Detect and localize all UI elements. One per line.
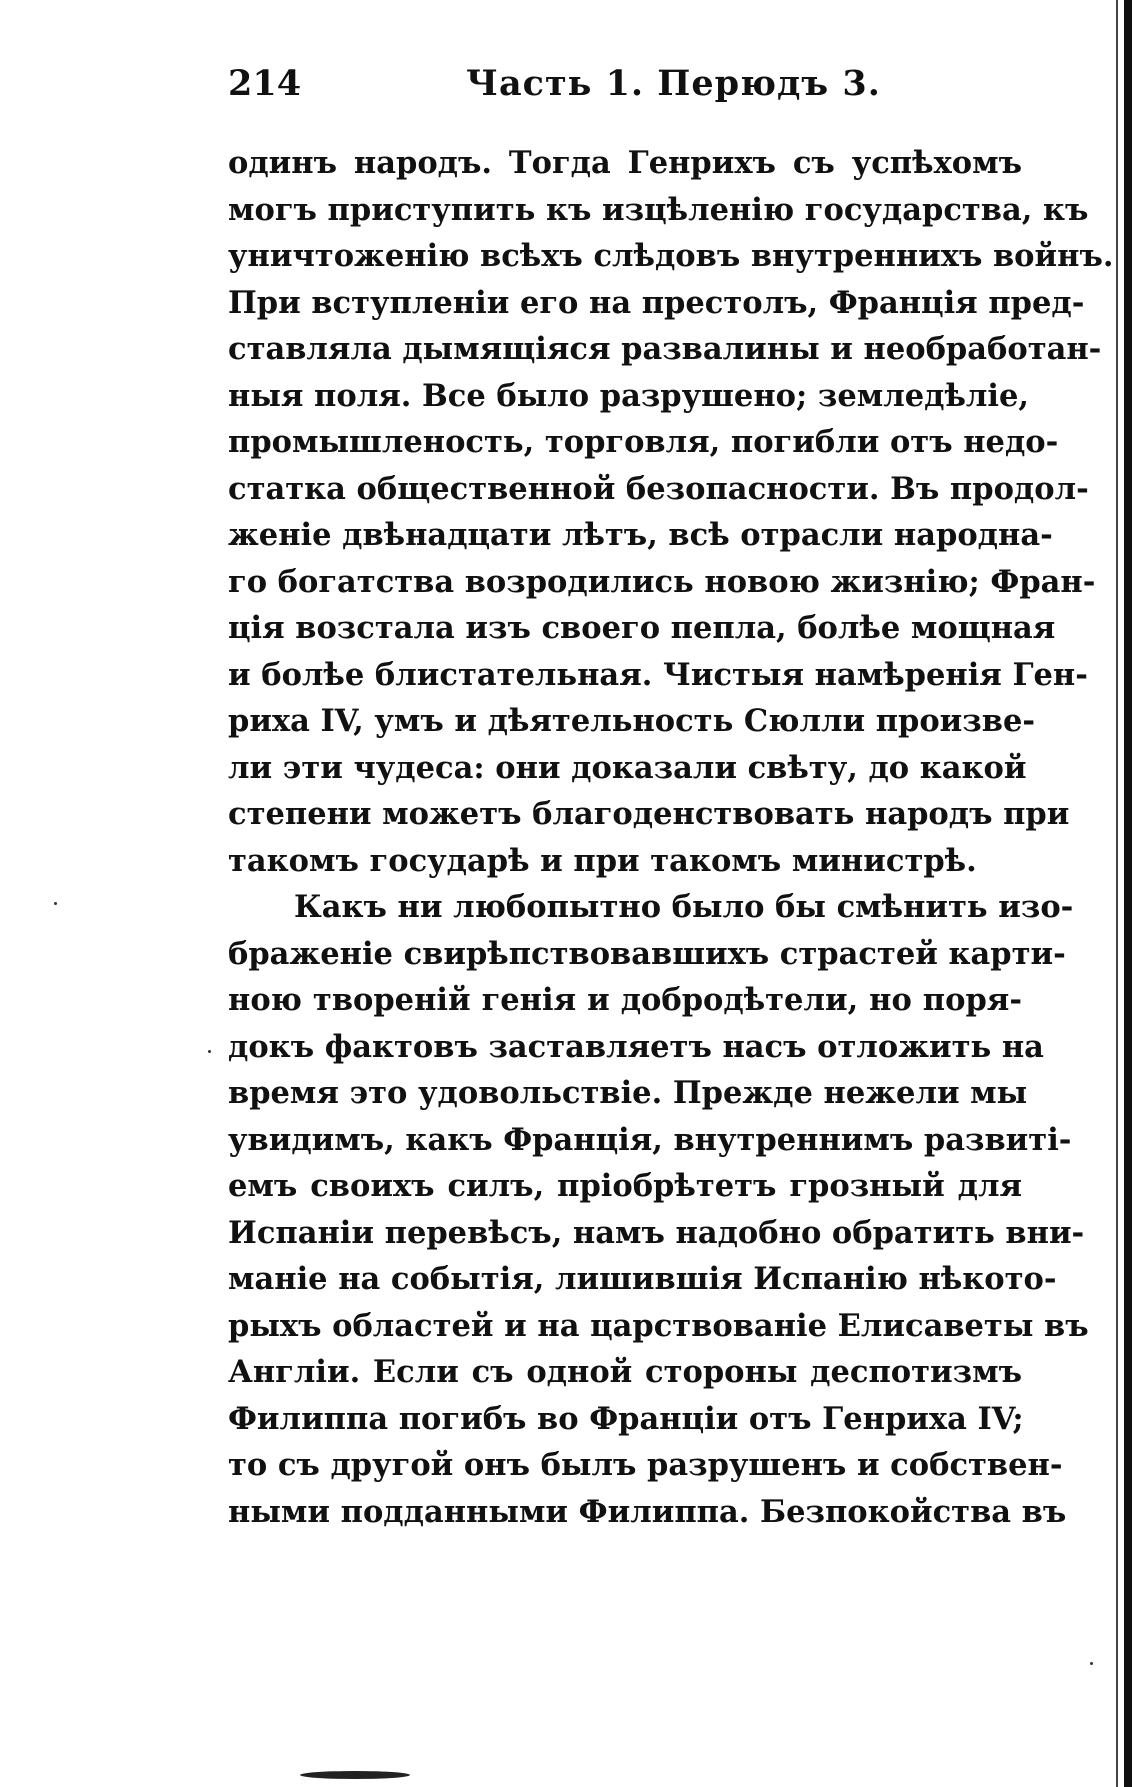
text-line: и болѣе блистательная. Чистыя намѣренія Ген-	[228, 656, 1088, 693]
bottom-ink-smudge	[300, 1771, 410, 1779]
text-line: ли эти чудеса: они доказали свѣту, до какой	[228, 749, 1027, 786]
page-edge-shadow	[1124, 0, 1132, 1787]
text-line: то съ другой онъ былъ разрушенъ и собствен-	[228, 1447, 1063, 1483]
text-line: ція возстала изъ своего пепла, болѣе мощная	[228, 610, 1056, 646]
paragraph-1	[228, 140, 1114, 884]
text-line: браженіе свирѣпствовавшихъ страстей карти-	[228, 935, 1066, 972]
text-line: риха IV, умъ и дѣятельность Сюлли произве-	[228, 703, 1036, 739]
text-line: го богатства возродились новою жизнію; Фран-	[228, 563, 1096, 600]
paragraph-2	[228, 884, 1089, 1535]
text-line: Англіи. Если съ одной стороны деспотизмъ	[228, 1354, 1022, 1390]
text-line: маніе на событія, лишившія Испанію нѣкото-	[228, 1261, 1057, 1297]
paper-speck	[208, 1050, 211, 1053]
text-line: емъ своихъ силъ, пріобрѣтетъ грозный для	[228, 1168, 1022, 1204]
text-line: ставляла дымящіяся развалины и необработан-	[228, 331, 1102, 367]
text-line: Какъ ни любопытно было бы смѣнить изо-	[294, 889, 1074, 925]
page-edge-line	[1116, 0, 1118, 1787]
page-header	[228, 54, 1028, 114]
text-line: Испаніи перевѣсъ, намъ надобно обратить вни-	[228, 1214, 1085, 1251]
text-line: промышленость, торговля, погибли отъ недо-	[228, 424, 1059, 460]
paper-speck	[54, 902, 57, 905]
text-line: увидимъ, какъ Франція, внутреннимъ развиті-	[228, 1121, 1072, 1158]
text-line: ною твореній генія и добродѣтели, но поря-	[228, 982, 1022, 1018]
text-line: докъ фактовъ заставляетъ насъ отложить на	[228, 1028, 1044, 1065]
text-line: статка общественной безопасности. Въ продол-	[228, 470, 1089, 507]
text-line: уничтоженію всѣхъ слѣдовъ внутреннихъ войнъ.	[228, 238, 1114, 274]
text-line: Филиппа погибъ во Франціи отъ Генриха IV;	[228, 1400, 1024, 1437]
running-title: Часть 1. Перюдъ 3.	[466, 63, 881, 104]
text-line: такомъ государѣ и при такомъ министрѣ.	[228, 842, 977, 879]
text-line: женіе двѣнадцати лѣтъ, всѣ отрасли народна-	[228, 517, 1053, 553]
page-number: 214	[228, 63, 302, 104]
text-line: одинъ народъ. Тогда Генрихъ съ успѣхомъ	[228, 145, 1022, 181]
text-line: время это удовольствіе. Прежде нежели мы	[228, 1075, 1028, 1111]
text-line: рыхъ областей и на царствованіе Елисаветы въ	[228, 1307, 1089, 1344]
text-line: ныя поля. Все было разрушено; земледѣліе,	[228, 377, 1030, 414]
text-line: При вступленіи его на престолъ, Франція пред-	[228, 284, 1085, 321]
text-line: могъ приступить къ изцѣленію государства, къ	[228, 191, 1089, 228]
paper-speck	[1090, 1662, 1093, 1665]
body-text	[228, 140, 1114, 1535]
text-line: ными подданными Филиппа. Безпокойства въ	[228, 1493, 1067, 1530]
text-line: степени можетъ благоденствовать народъ при	[228, 796, 1070, 832]
